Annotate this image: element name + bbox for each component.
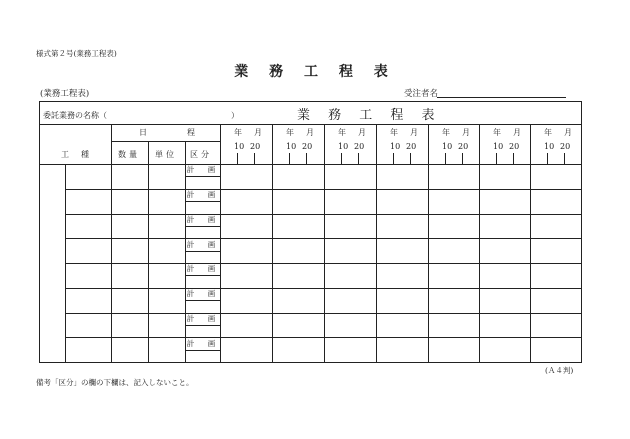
schedule-header-left: 日 <box>139 128 147 137</box>
tick-20 <box>410 153 411 164</box>
col-unit: 単位 <box>155 150 177 159</box>
contractor-label: 受注者名 <box>404 89 439 99</box>
month-header: 年 月 <box>234 128 264 137</box>
day-mark-10: 10 <box>286 142 297 151</box>
month-header: 年 月 <box>390 128 420 137</box>
day-mark-20: 20 <box>250 142 261 151</box>
project-name-close: ） <box>231 111 239 120</box>
col-line-months <box>220 124 221 362</box>
tick-10 <box>289 153 290 164</box>
plan-label: 計 画 <box>186 264 219 273</box>
table-row <box>65 337 581 338</box>
month-col-line <box>479 124 480 362</box>
day-mark-20: 20 <box>354 142 365 151</box>
tick-20 <box>513 153 514 164</box>
footnote: 備考「区分」の欄の下欄は、記入しないこと。 <box>36 378 194 387</box>
document-subtitle: (業務工程表) <box>40 89 90 99</box>
schedule-header-right: 程 <box>187 128 195 137</box>
category-split <box>185 350 220 351</box>
category-split <box>185 300 220 301</box>
plan-label: 計 画 <box>186 165 219 174</box>
day-mark-10: 10 <box>544 142 555 151</box>
day-mark-20: 20 <box>509 142 520 151</box>
table-row <box>65 189 581 190</box>
form-number: 様式第２号(業務工程表) <box>36 49 117 58</box>
tick-20 <box>358 153 359 164</box>
tick-20 <box>564 153 565 164</box>
plan-label: 計 画 <box>186 240 219 249</box>
plan-label: 計 画 <box>186 339 219 348</box>
plan-label: 計 画 <box>186 314 219 323</box>
body-divider <box>40 164 581 165</box>
tick-10 <box>237 153 238 164</box>
paper-size: (Ａ４判) <box>545 366 574 375</box>
plan-label: 計 画 <box>186 190 219 199</box>
day-mark-20: 20 <box>406 142 417 151</box>
project-name-label: 委託業務の名称（ <box>43 111 107 120</box>
tick-20 <box>462 153 463 164</box>
header-divider <box>40 124 581 125</box>
day-mark-10: 10 <box>493 142 504 151</box>
day-mark-20: 20 <box>302 142 313 151</box>
category-split <box>185 251 220 252</box>
table-row <box>65 288 581 289</box>
col-line-unit <box>148 141 149 362</box>
day-mark-10: 10 <box>338 142 349 151</box>
tick-10 <box>496 153 497 164</box>
month-header: 年 月 <box>493 128 523 137</box>
table-row <box>65 214 581 215</box>
table-row <box>65 238 581 239</box>
category-split <box>185 275 220 276</box>
day-mark-10: 10 <box>442 142 453 151</box>
category-split <box>185 201 220 202</box>
plan-label: 計 画 <box>186 289 219 298</box>
day-mark-20: 20 <box>458 142 469 151</box>
contractor-name-field[interactable] <box>437 97 566 98</box>
tick-20 <box>254 153 255 164</box>
tick-20 <box>306 153 307 164</box>
category-split <box>185 176 220 177</box>
day-mark-10: 10 <box>234 142 245 151</box>
day-mark-10: 10 <box>390 142 401 151</box>
category-split <box>185 325 220 326</box>
month-col-line <box>428 124 429 362</box>
col-work-type: 工 種 <box>61 150 91 159</box>
table-title: 業 務 工 程 表 <box>297 108 442 123</box>
day-mark-20: 20 <box>560 142 571 151</box>
month-col-line <box>530 124 531 362</box>
month-header: 年 月 <box>338 128 368 137</box>
col-line-quantity <box>111 124 112 362</box>
page-title: 業 務 工 程 表 <box>234 64 396 80</box>
table-row <box>65 263 581 264</box>
month-header: 年 月 <box>442 128 472 137</box>
category-split <box>185 226 220 227</box>
schedule-subdivider <box>111 141 220 142</box>
col-quantity: 数量 <box>118 150 140 159</box>
col-category: 区分 <box>190 150 212 159</box>
tick-10 <box>393 153 394 164</box>
month-col-line <box>376 124 377 362</box>
tick-10 <box>341 153 342 164</box>
month-header: 年 月 <box>286 128 316 137</box>
tick-10 <box>445 153 446 164</box>
month-header: 年 月 <box>544 128 574 137</box>
table-row <box>65 313 581 314</box>
tick-10 <box>547 153 548 164</box>
plan-label: 計 画 <box>186 215 219 224</box>
month-col-line <box>324 124 325 362</box>
month-col-line <box>272 124 273 362</box>
